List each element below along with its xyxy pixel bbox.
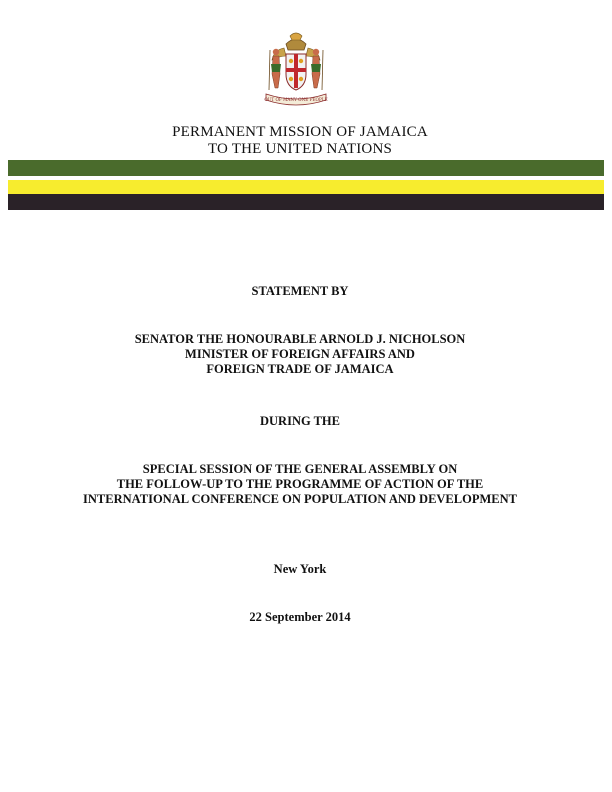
statement-by-text: STATEMENT BY	[251, 284, 349, 298]
statement-by-heading	[0, 284, 600, 299]
mission-header-line-2: TO THE UNITED NATIONS	[207, 141, 393, 157]
session-line-3: INTERNATIONAL CONFERENCE ON POPULATION AND DEVELOPMENT	[83, 492, 517, 506]
jamaica-coat-of-arms-icon	[256, 30, 336, 110]
mission-header	[0, 124, 600, 158]
crest-motto: OUT OF MANY ONE PEOPLE	[264, 97, 328, 102]
speaker-name: SENATOR THE HONOURABLE ARNOLD J. NICHOLSON	[134, 332, 466, 346]
session-block	[0, 462, 600, 507]
black-bar	[8, 194, 604, 210]
speaker-title-line-1: MINISTER OF FOREIGN AFFAIRS AND	[185, 347, 415, 361]
date-text: 22 September 2014	[249, 610, 351, 624]
flag-color-bars	[8, 160, 604, 210]
mission-header-line-1: PERMANENT MISSION OF JAMAICA	[172, 124, 428, 140]
session-line-2: THE FOLLOW-UP TO THE PROGRAMME OF ACTION OF THE	[116, 477, 484, 491]
date	[0, 610, 600, 625]
green-bar	[8, 160, 604, 176]
speaker-title-line-2: FOREIGN TRADE OF JAMAICA	[206, 362, 394, 376]
during-text: DURING THE	[260, 414, 340, 428]
place-text: New York	[273, 562, 327, 576]
place	[0, 562, 600, 577]
session-line-1: SPECIAL SESSION OF THE GENERAL ASSEMBLY ON	[142, 462, 458, 476]
yellow-bar	[8, 180, 604, 194]
speaker-block	[0, 332, 600, 377]
during-heading	[0, 414, 600, 429]
